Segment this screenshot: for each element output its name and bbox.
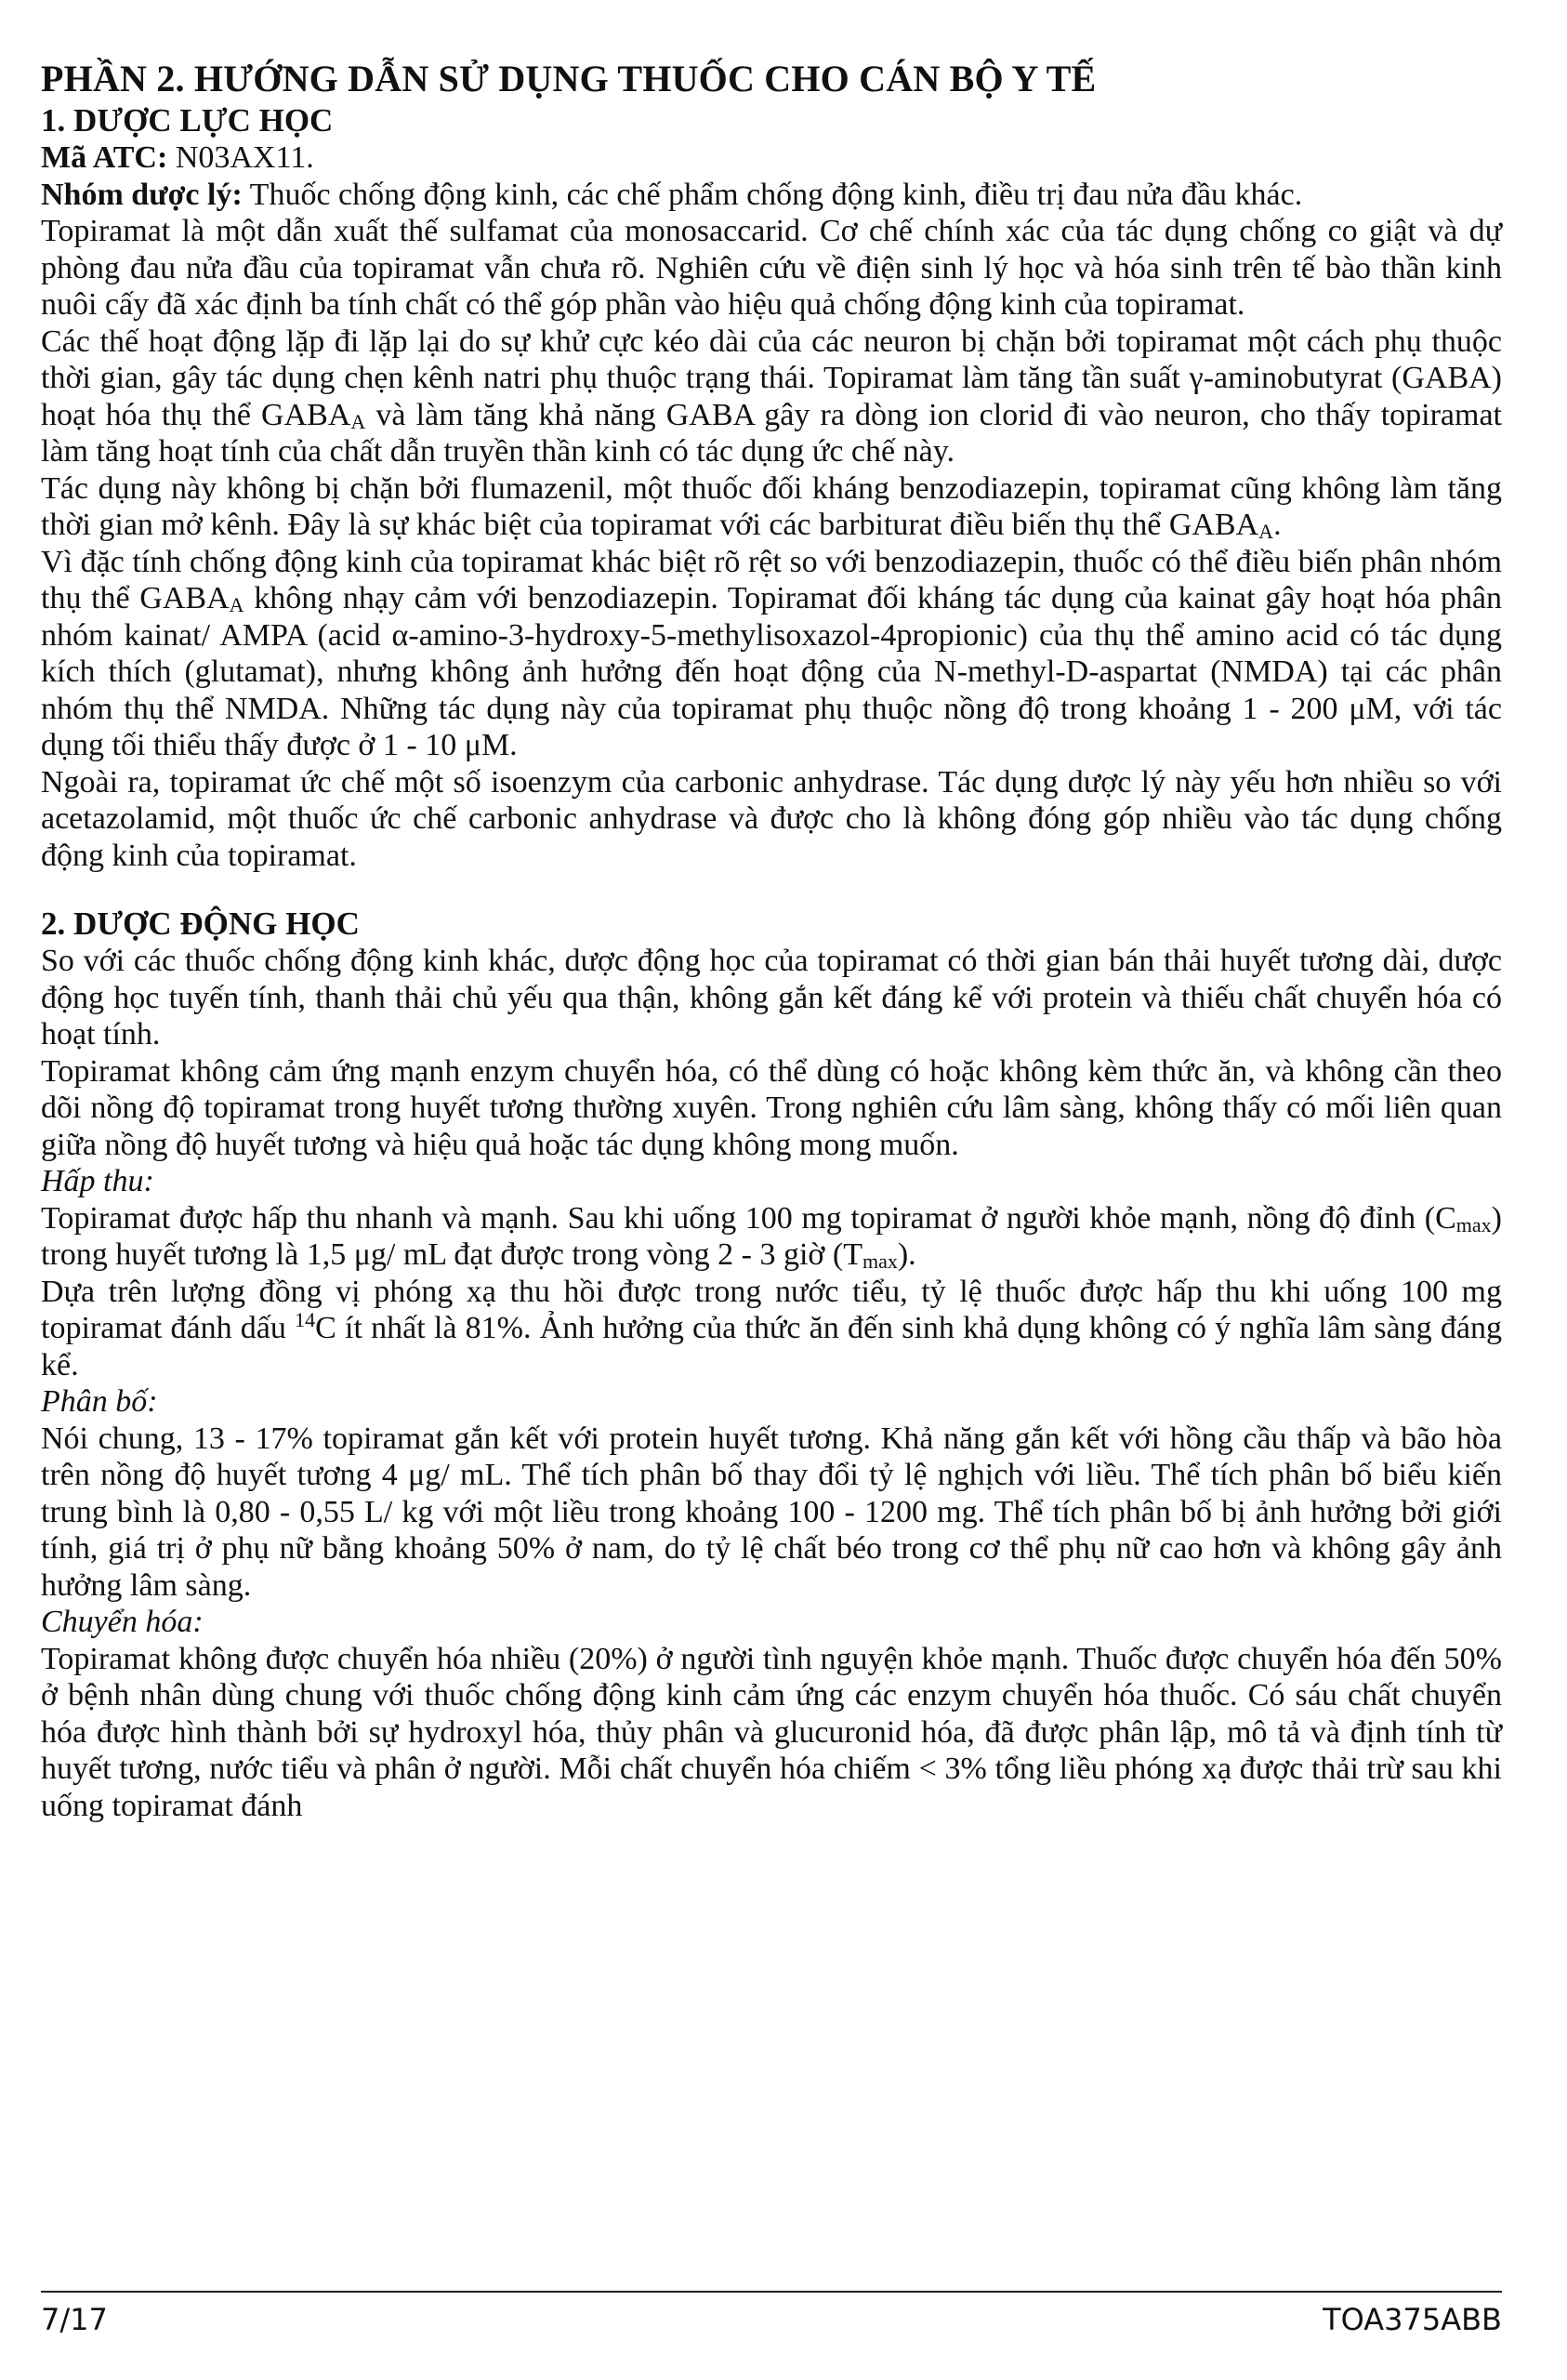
absorption-paragraph-2: Dựa trên lượng đồng vị phóng xạ thu hồi được trong nước tiểu, tỷ lệ thuốc được hấp thu khi uống 100 mg topiramat đánh dấu $^{14}$C ít nhất là 81%. Ảnh hưởng của thức ăn đến sinh khả dụng không có ý nghĩa lâm sàng đáng kể. xyxy=(41,1274,1502,1382)
document-code: TOA375ABB xyxy=(1323,2302,1502,2337)
distribution-heading: Phân bố: xyxy=(41,1384,158,1419)
atc-label: Mã ATC: xyxy=(41,140,168,175)
part-title: PHẦN 2. HƯỚNG DẪN SỬ DỤNG THUỐC CHO CÁN BỘ Y TẾ xyxy=(41,58,1097,99)
absorption-paragraph-1: Topiramat được hấp thu nhanh và mạnh. Sau khi uống 100 mg topiramat ở người khỏe mạnh, nồng độ đỉnh $(C_{max})$ trong huyết tương là 1,5 μg/ mL đạt được trong vòng 2 - 3 giờ $(T_{max})$. xyxy=(41,1200,1502,1273)
group-label: Nhóm dược lý: xyxy=(41,177,243,212)
atc-value: N03AX11. xyxy=(167,140,314,175)
pharmacodynamics-paragraph-1: Topiramat là một dẫn xuất thế sulfamat của monosaccarid. Cơ chế chính xác của tác dụng chống co giật và dự phòng đau nửa đầu của topiramat vẫn chưa rõ. Nghiên cứu về điện sinh lý học và hóa sinh trên tế bào thần kinh nuôi cấy đã xác định ba tính chất có thể góp phần vào hiệu quả chống động kinh của topiramat. xyxy=(41,214,1502,322)
atc-code xyxy=(41,139,1502,177)
footer-divider xyxy=(41,2291,1502,2293)
section1-heading: 1. DƯỢC LỰC HỌC xyxy=(41,102,334,139)
pharmacodynamics-paragraph-3: Tác dụng này không bị chặn bởi flumazenil, một thuốc đối kháng benzodiazepin, topiramat cũng không làm tăng thời gian mở kênh. Đây là sự khác biệt của topiramat với các barbiturat điều biến thụ thể $GABA_A$. xyxy=(41,470,1502,543)
pharmacokinetics-paragraph-1: So với các thuốc chống động kinh khác, dược động học của topiramat có thời gian bán thải huyết tương dài, dược động học tuyến tính, thanh thải chủ yếu qua thận, không gắn kết đáng kể với protein và thiếu chất chuyển hóa có hoạt tính. xyxy=(41,944,1502,1051)
group-value: Thuốc chống động kinh, các chế phẩm chống động kinh, điều trị đau nửa đầu khác. xyxy=(242,177,1303,212)
pharmacological-group xyxy=(41,177,1502,214)
absorption-heading: Hấp thu: xyxy=(41,1164,154,1198)
section-gap xyxy=(41,874,1502,906)
document-page xyxy=(41,58,1502,1824)
metabolism-paragraph: Topiramat không được chuyển hóa nhiều (20%) ở người tình nguyện khỏe mạnh. Thuốc được chuyển hóa đến 50% ở bệnh nhân dùng chung với thuốc chống động kinh cảm ứng các enzym chuyển hóa thuốc. Có sáu chất chuyển hóa được hình thành bởi sự hydroxyl hóa, thủy phân và glucuronid hóa, đã được phân lập, mô tả và định tính từ huyết tương, nước tiểu và phân ở người. Mỗi chất chuyển hóa chiếm < 3% tổng liều phóng xạ được thải trừ sau khi uống topiramat đánh xyxy=(41,1641,1502,1823)
section2-heading: 2. DƯỢC ĐỘNG HỌC xyxy=(41,906,360,942)
page-number: 7/17 xyxy=(41,2302,108,2337)
pharmacokinetics-paragraph-2: Topiramat không cảm ứng mạnh enzym chuyển hóa, có thể dùng có hoặc không kèm thức ăn, và không cần theo dõi nồng độ topiramat trong huyết tương thường xuyên. Trong nghiên cứu lâm sàng, không thấy có mối liên quan giữa nồng độ huyết tương và hiệu quả hoặc tác dụng không mong muốn. xyxy=(41,1053,1502,1162)
metabolism-heading: Chuyển hóa: xyxy=(41,1605,204,1639)
pharmacodynamics-paragraph-5: Ngoài ra, topiramat ức chế một số isoenzym của carbonic anhydrase. Tác dụng dược lý này yếu hơn nhiều so với acetazolamid, một thuốc ức chế carbonic anhydrase và được cho là không đóng góp nhiều vào tác dụng chống động kinh của topiramat. xyxy=(41,764,1502,873)
pharmacodynamics-paragraph-4: Vì đặc tính chống động kinh của topiramat khác biệt rõ rệt so với benzodiazepin, thuốc có thể điều biến phân nhóm thụ thể $GABA_A$ không nhạy cảm với benzodiazepin. Topiramat đối kháng tác dụng của kainat gây hoạt hóa phân nhóm kainat/ AMPA (acid α-amino-3-hydroxy-5-methylisoxazol-4propionic) của thụ thể amino acid có tác dụng kích thích (glutamat), nhưng không ảnh hưởng đến hoạt động của N-methyl-D-aspartat (NMDA) tại các phân nhóm thụ thể NMDA. Những tác dụng này của topiramat phụ thuộc nồng độ trong khoảng 1 - 200 μM, với tác dụng tối thiểu thấy được ở 1 - 10 μM. xyxy=(41,544,1502,762)
distribution-paragraph: Nói chung, 13 - 17% topiramat gắn kết với protein huyết tương. Khả năng gắn kết với hồng cầu thấp và bão hòa trên nồng độ huyết tương 4 μg/ mL. Thể tích phân bố thay đổi tỷ lệ nghịch với liều. Thể tích phân bố biểu kiến trung bình là 0,80 - 0,55 L/ kg với một liều trong khoảng 100 - 1200 mg. Thể tích phân bố bị ảnh hưởng bởi giới tính, giá trị ở phụ nữ bằng khoảng 50% ở nam, do tỷ lệ chất béo trong cơ thể phụ nữ cao hơn và không gây ảnh hưởng lâm sàng. xyxy=(41,1421,1502,1603)
pharmacodynamics-paragraph-2: Các thế hoạt động lặp đi lặp lại do sự khử cực kéo dài của các neuron bị chặn bởi topiramat một cách phụ thuộc thời gian, gây tác dụng chẹn kênh natri phụ thuộc trạng thái. Topiramat làm tăng tần suất γ-aminobutyrat (GABA) hoạt hóa thụ thể $GABA_A$ và làm tăng khả năng GABA gây ra dòng ion clorid đi vào neuron, cho thấy topiramat làm tăng hoạt tính của chất dẫn truyền thần kinh có tác dụng ức chế này. xyxy=(41,324,1502,469)
